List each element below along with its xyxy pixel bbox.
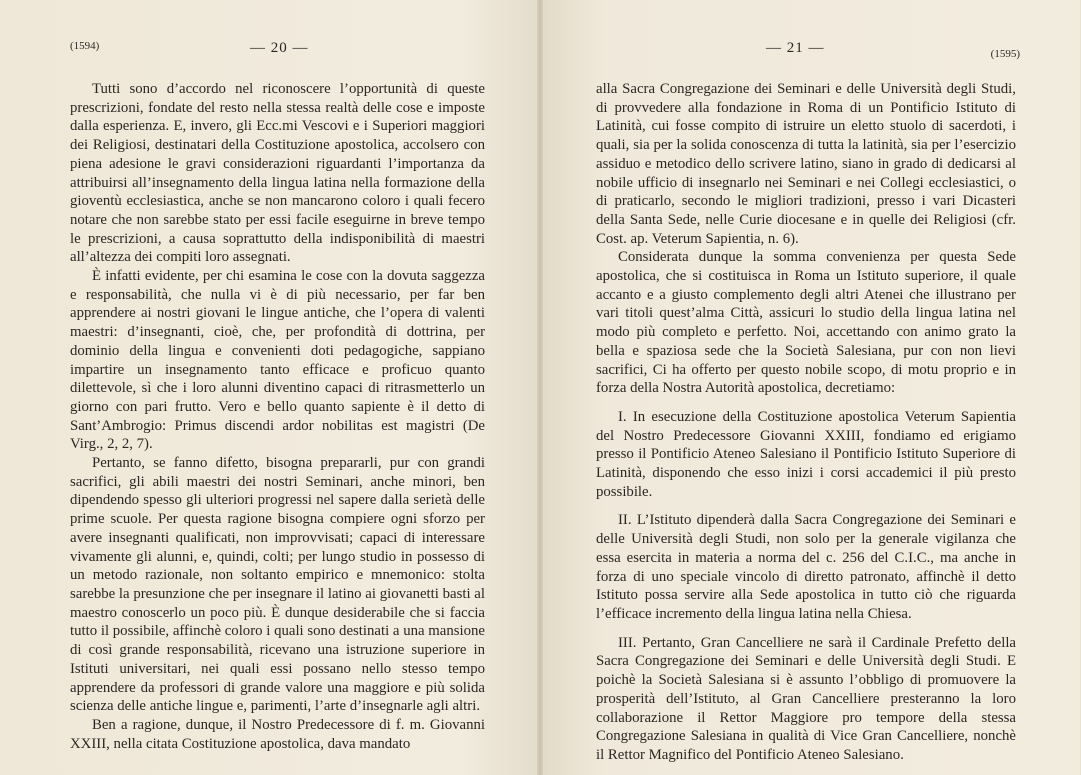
right-paragraph-2: Considerata dunque la somma convenienza per questa Sede apostolica, che si costituisca in Roma un Istituto superiore, il quale accanto e a giusto complemento degli altri Atenei che illustrano per vari titoli quest’alma Città, assicuri lo studio della lingua latina nel modo più completo e perfetto. Noi, accettando con animo grato la bella e spaziosa sede che la Società Salesiana, pur con non lievi sacrifici, Ci ha offerto per questo nobile scopo, di motu proprio e in forza della Nostra Autorità apostolica, decretiamo: [596,249,1016,397]
book-gutter [537,0,543,775]
left-page-text [70,80,485,753]
right-article-3: III. Pertanto, Gran Cancelliere ne sarà il Cardinale Prefetto della Sacra Congregazione dei Seminari e delle Università degli Studi. E poichè la Società Salesiana si è assunto l’obbligo di promuovere la prosperità dell’Istituto, al Gran Cancelliere presteranno la loro collaborazione il Rettor Maggiore pro tempore della stessa Congregazione Salesiana in qualità di Vice Gran Cancelliere, nonchè il Rettor Magnifico del Pontificio Ateneo Salesiano. [596,634,1016,763]
right-page [540,0,1080,775]
left-page-number: — 20 — [250,40,309,56]
left-paragraph-1: Tutti sono d’accordo nel riconoscere l’opportunità di queste prescrizioni, fondate del resto nella stessa realtà delle cose e imposte dalla esperienza. E, invero, gli Ecc.mi Vescovi e i Superiori maggiori dei Religiosi, destinatari della Costituzione apostolica, accolsero con piena adesione le gravi considerazioni riguardanti l’importanza da attribuirsi all’insegnamento della lingua latina nella formazione della gioventù ecclesiastica, anche se non mancarono coloro i quali fecero notare che non sarebbe stato per essi facile eseguirne in breve tempo le prescrizioni, a causa soprattutto della indisponibilità di maestri all’altezza dei compiti loro assegnati. [70,81,485,266]
right-article-2: II. L’Istituto dipenderà dalla Sacra Congregazione dei Seminari e delle Università degli Studi, non solo per la generale vigilanza che essa esercita in materia a norma del c. 256 del C.I.C., ma anche in forza di uno speciale vincolo di diretto patronato, affinchè il detto Istituto possa servire alla Sede apostolica in tutto ciò che riguarda l’efficace incremento della lingua latina nella Chiesa. [596,512,1016,622]
right-page-number: — 21 — [766,40,825,56]
right-paragraph-1: alla Sacra Congregazione dei Seminari e delle Università degli Studi, di provvedere alla fondazione in Roma di un Pontificio Istituto di Latinità, cui fosse compito di istruire un eletto stuolo di sacerdoti, i quali, sia per la solida conoscenza di tutta la latinità, sia per l’esercizio assiduo e metodico dello scrivere latino, siano in grado di dedicarsi al nobile ufficio di insegnarlo nei Seminari e nei Collegi ecclesiastici, o di praticarlo, secondo le migliori tradizioni, presso i vari Dicasteri della Santa Sede, nelle Curie diocesane e in quelle dei Religiosi (cfr. Cost. ap. Veterum Sapientia, n. 6). [596,81,1016,247]
left-header-number: (1594) [70,40,100,52]
left-paragraph-2: È infatti evidente, per chi esamina le cose con la dovuta saggezza e responsabilità, che nulla vi è di più necessario, per far ben apprendere ai nostri giovani le lingue antiche, che l’opera di valenti maestri: d’insegnanti, cioè, che, per profondità di dottrina, per dominio della lingua e convenienti doti pedagogiche, sappiano impartire un insegnamento tanto efficace e proficuo quanto dilettevole, sì che i loro alunni diventino capaci di ritrasmetterlo un giorno con pari frutto. Vero e bello quanto sapiente è il detto di Sant’Ambrogio: Primus discendi ardor nobilitas est magistri (De Virg., 2, 2, 7). [70,268,485,453]
left-paragraph-4: Ben a ragione, dunque, il Nostro Predecessore di f. m. Giovanni XXIII, nella citata Costituzione apostolica, dava mandato [70,716,485,752]
right-header-number: (1595) [990,48,1020,60]
left-paragraph-3: Pertanto, se fanno difetto, bisogna prepararli, pur con grandi sacrifici, gli abili maestri dei nostri Seminari, anche minori, ben dipendendo spesso gli ulteriori progressi nel sapere dalla serietà delle prime scuole. Per questa ragione bisogna compiere ogni sforzo per avere insegnanti qualificati, non improvvisati; capaci di interessare vivamente gli alunni, e, quindi, colti; per lungo studio in possesso di un metodo razionale, non soltanto empirico e mnemonico: stolta sarebbe la presunzione che per insegnare il latino ai giovanetti basti al maestro conoscerlo un poco più. È dunque desiderabile che si faccia tutto il possibile, affinchè coloro i quali sono destinati a una mansione di così grande responsabilità, ricevano una istruzione superiore in Istituti universitari, nei quali essi possano nello stesso tempo apprendere da professori di grande valore una maggiore e più solida scienza delle antiche lingue e, parimenti, l’arte d’insegnarle agli altri. [70,455,485,715]
right-page-text [596,80,1016,765]
left-page [0,0,540,775]
right-article-1: I. In esecuzione della Costituzione apostolica Veterum Sapientia del Nostro Predecessore Giovanni XXIII, fondiamo ed erigiamo presso il Pontificio Ateneo Salesiano il Pontificio Istituto Superiore di Latinità, disponendo che esso inizi i corsi accademici il più presto possibile. [596,408,1016,500]
